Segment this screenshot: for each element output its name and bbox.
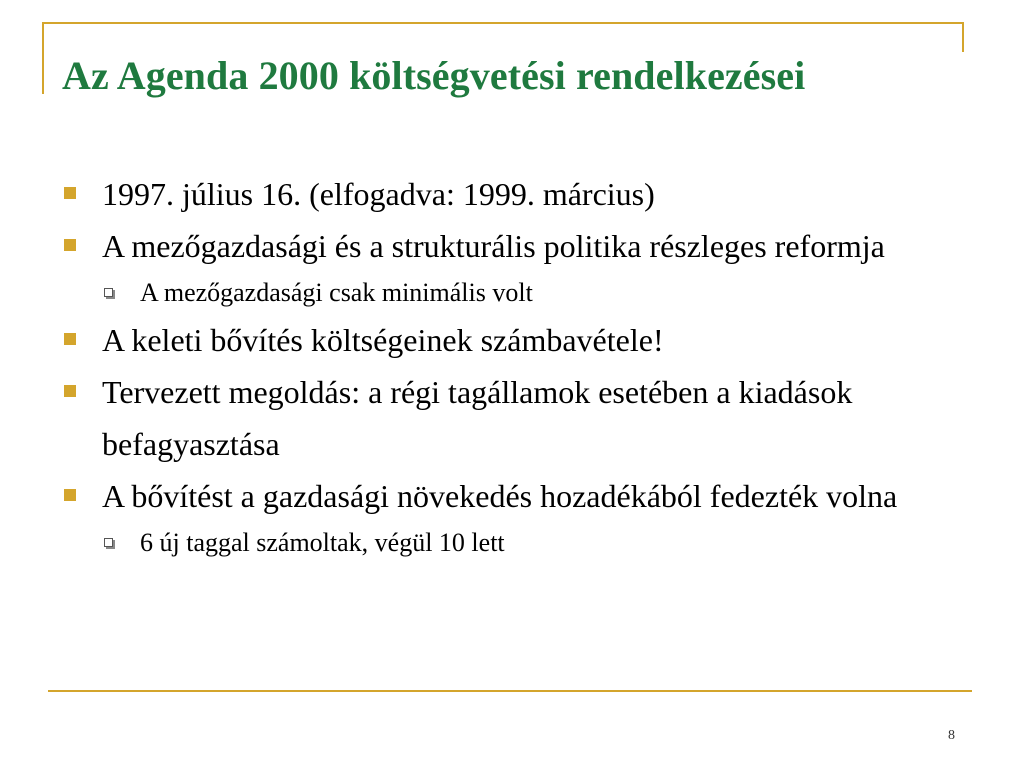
slide-title: Az Agenda 2000 költségvetési rendelkezései bbox=[62, 53, 806, 98]
frame-right-border bbox=[962, 22, 964, 52]
sub-bullet-text: A mezőgazdasági csak minimális volt bbox=[140, 278, 533, 307]
bullet-item bbox=[62, 314, 962, 366]
sub-bullet-item bbox=[62, 272, 962, 314]
bullet-text: Tervezett megoldás: a régi tagállamok esetében a kiadások befagyasztása bbox=[102, 374, 853, 462]
square-bullet-icon bbox=[64, 489, 76, 501]
bullet-item bbox=[62, 220, 962, 272]
bullet-item bbox=[62, 168, 962, 220]
frame-top-border bbox=[42, 22, 964, 24]
footer-divider bbox=[48, 690, 972, 692]
bullet-text: A mezőgazdasági és a strukturális politika részleges reformja bbox=[102, 228, 885, 264]
bullet-item bbox=[62, 470, 962, 522]
bullet-text: A keleti bővítés költségeinek számbavétele! bbox=[102, 322, 664, 358]
square-bullet-icon bbox=[64, 333, 76, 345]
bullet-text: A bővítést a gazdasági növekedés hozadékából fedezték volna bbox=[102, 478, 898, 514]
sub-bullet-item bbox=[62, 522, 962, 564]
sub-bullet-text: 6 új taggal számoltak, végül 10 lett bbox=[140, 528, 505, 557]
square-bullet-icon bbox=[64, 239, 76, 251]
bullet-item bbox=[62, 366, 962, 470]
frame-left-border bbox=[42, 22, 44, 94]
hollow-square-bullet-icon bbox=[104, 538, 113, 547]
bullet-text: 1997. július 16. (elfogadva: 1999. március) bbox=[102, 176, 655, 212]
hollow-square-bullet-icon bbox=[104, 288, 113, 297]
page-number: 8 bbox=[948, 728, 955, 743]
slide-content bbox=[62, 168, 962, 564]
square-bullet-icon bbox=[64, 385, 76, 397]
square-bullet-icon bbox=[64, 187, 76, 199]
